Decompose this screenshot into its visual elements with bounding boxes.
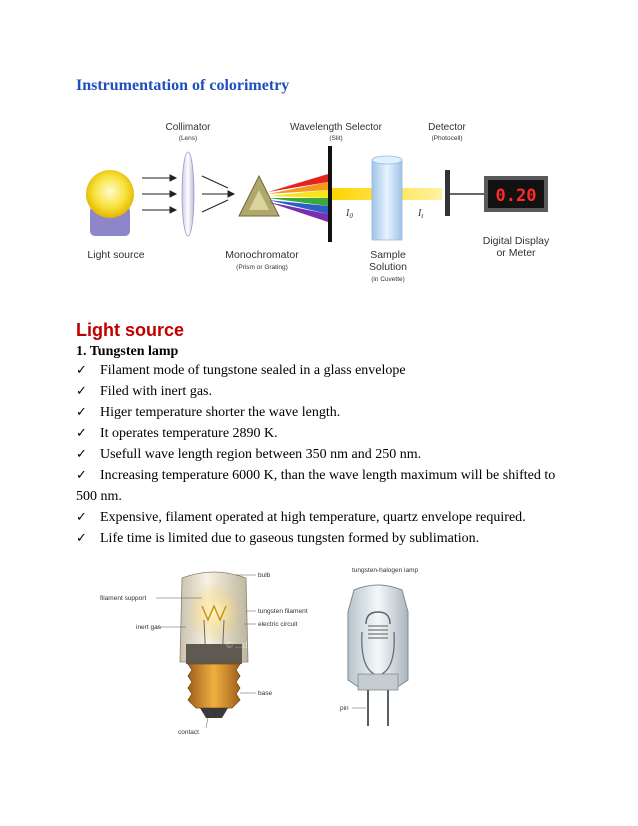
colorimeter-diagram-svg	[76, 112, 566, 296]
cuvette	[372, 160, 402, 240]
electric-circuit-label: electric circuit	[258, 621, 298, 628]
check-icon: ✓	[76, 468, 87, 483]
section-title: Light source	[76, 320, 185, 340]
detector-photocell	[445, 170, 450, 216]
wavelength-selector-sub-label: (Slit)	[329, 135, 343, 142]
collimator-label: Collimator	[165, 122, 211, 133]
detector-label: Detector	[428, 122, 466, 133]
sample-sub-label: (in Cuvette)	[371, 276, 405, 283]
display-label-line1: Digital Display	[482, 235, 550, 247]
display-value: 0.20	[495, 186, 537, 206]
lamp-figures	[96, 562, 436, 742]
light-source-bulb	[86, 170, 134, 218]
slit	[328, 146, 332, 242]
check-icon: ✓	[76, 426, 87, 441]
lamp-figures-svg	[96, 562, 436, 742]
list-item: ✓ Expensive, filament operated at high temperature, quartz envelope required.	[76, 507, 566, 528]
light-source-label: Light source	[87, 249, 145, 261]
contact-label: contact	[178, 729, 199, 736]
list-item: ✓ Higer temperature shorter the wave length.	[76, 402, 566, 423]
check-icon: ✓	[76, 531, 87, 546]
list-item: ✓ It operates temperature 2890 K.	[76, 423, 566, 444]
pin-label: pin	[340, 705, 349, 712]
lamp-contact	[200, 708, 228, 718]
monochromator-sub-label: (Prism or Grating)	[236, 264, 288, 271]
filament-glow	[186, 582, 242, 642]
list-item: ✓ Increasing temperature 6000 K, than the wave length maximum will be shifted to 500 nm.	[76, 465, 566, 507]
halogen-lamp-label: tungsten-halogen lamp	[352, 567, 419, 574]
converging-rays	[202, 176, 234, 212]
check-icon: ✓	[76, 363, 87, 378]
list-item: ✓ Filed with inert gas.	[76, 381, 566, 402]
list-item: ✓ Filament mode of tungstone sealed in a glass envelope	[76, 360, 566, 381]
i0-label: $I_0$	[346, 208, 353, 220]
bullet-list	[76, 360, 566, 549]
collimator-lens	[182, 152, 194, 236]
watermark: © ...dictionaryonline.com	[226, 640, 325, 650]
cuvette-top	[372, 156, 402, 164]
base-label: base	[258, 690, 273, 697]
incoming-rays	[142, 175, 176, 213]
tungsten-filament-label: tungsten filament	[258, 608, 308, 615]
halogen-lamp-glass	[348, 585, 408, 688]
list-item: ✓ Usefull wave length region between 350 nm and 250 nm.	[76, 444, 566, 465]
display-label-line2: or Meter	[496, 247, 536, 259]
detector-sub-label: (Photocell)	[431, 135, 463, 142]
check-icon: ✓	[76, 405, 87, 420]
sample-label-line2: Solution	[369, 261, 407, 273]
sub-title: 1. Tungsten lamp	[76, 344, 179, 359]
wavelength-selector-label: Wavelength Selector	[290, 122, 382, 133]
check-icon: ✓	[76, 384, 87, 399]
halogen-pinch	[358, 674, 398, 690]
bulb-label: bulb	[258, 572, 271, 579]
filament-support-label: filament support	[100, 595, 147, 602]
lamp-base	[188, 664, 240, 708]
collimator-sub-label: (Lens)	[178, 135, 198, 142]
list-item: ✓ Life time is limited due to gaseous tungsten formed by sublimation.	[76, 528, 566, 549]
it-label: $I_t$	[418, 208, 424, 220]
check-icon: ✓	[76, 510, 87, 525]
colorimeter-diagram	[76, 112, 566, 296]
inert-gas-label: inert gas	[136, 624, 161, 631]
page-title: Instrumentation of colorimetry	[76, 77, 290, 94]
monochromator-label: Monochromator	[225, 249, 299, 261]
sample-label-line1: Sample	[370, 249, 406, 261]
check-icon: ✓	[76, 447, 87, 462]
